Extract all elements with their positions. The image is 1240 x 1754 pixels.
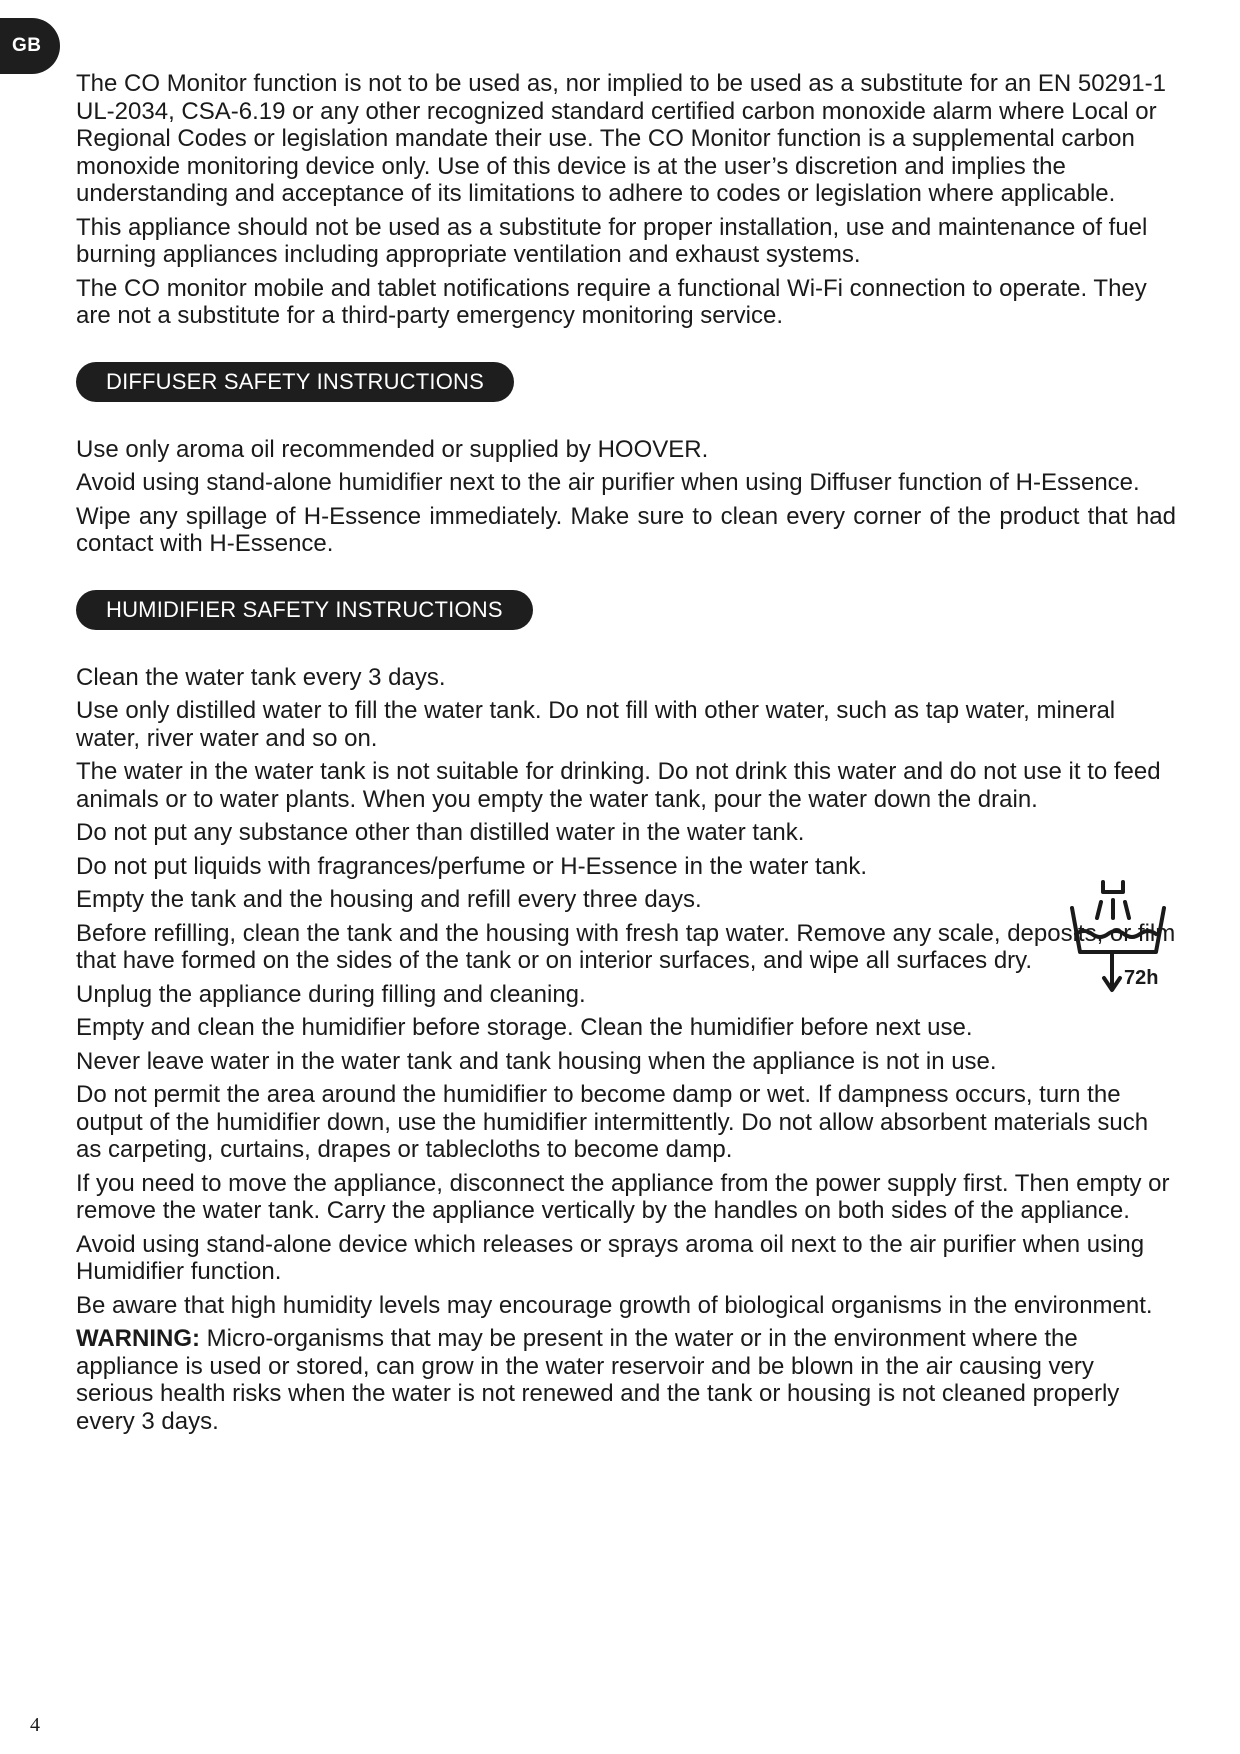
page-number: 4 [30, 1714, 40, 1736]
document-body [76, 70, 1176, 1441]
diffuser-paragraph: Avoid using stand-alone humidifier next to the air purifier when using Diffuser function of H-Essence. [76, 469, 1140, 496]
intro-paragraph: The CO Monitor function is not to be used as, nor implied to be used as a substitute for an EN 50291-1 UL-2034, CSA-6.19 or any other recognized standard certified carbon monoxide alarm where Local or Regional Codes or legislation mandate their use. The CO Monitor function is a supplemental carbon monoxide monitoring device only. Use of this device is at the user’s discretion and implies the understanding and acceptance of its limitations to adhere to codes or legislation where applicable. [76, 70, 1166, 207]
humidifier-paragraph: Use only distilled water to fill the water tank. Do not fill with other water, such as tap water, mineral water, river water and so on. [76, 697, 1116, 752]
warning-text: Micro-organisms that may be present in the water or in the environment where the appliance is used or stored, can grow in the water reservoir and be blown in the air causing very serious health risks when the water is not renewed and the tank or housing is not cleaned properly every 3 days. [76, 1325, 1120, 1435]
intro-paragraph: This appliance should not be used as a substitute for proper installation, use and maintenance of fuel burning appliances including appropriate ventilation and exhaust systems. [76, 213, 1148, 268]
diffuser-paragraph: Wipe any spillage of H-Essence immediately. Make sure to clean every corner of the product that had contact with H-Essence. [76, 502, 1176, 557]
humidifier-heading-row [76, 590, 1176, 630]
diffuser-section-heading: DIFFUSER SAFETY INSTRUCTIONS [76, 362, 514, 402]
warning-label: WARNING: [76, 1325, 200, 1352]
humidifier-paragraph: If you need to move the appliance, disconnect the appliance from the power supply first. Then empty or remove the water tank. Carry the appliance vertically by the handles on both sides of the appliance. [76, 1169, 1170, 1224]
humidifier-paragraph: Never leave water in the water tank and tank housing when the appliance is not in use. [76, 1047, 997, 1075]
humidifier-paragraph: Do not put any substance other than distilled water in the water tank. [76, 819, 805, 846]
humidifier-paragraph: Clean the water tank every 3 days. [76, 663, 446, 691]
diffuser-paragraph: Use only aroma oil recommended or supplied by HOOVER. [76, 435, 709, 463]
warning-paragraph [76, 1325, 1176, 1435]
humidifier-paragraph: Avoid using stand-alone device which releases or sprays aroma oil next to the air purifier when using Humidifier function. [76, 1230, 1145, 1285]
water-tank-72h-icon [1060, 878, 1180, 998]
humidifier-paragraph: Be aware that high humidity levels may encourage growth of biological organisms in the environment. [76, 1291, 1153, 1319]
humidifier-section-heading: HUMIDIFIER SAFETY INSTRUCTIONS [76, 590, 533, 630]
language-tab: GB [0, 18, 60, 74]
humidifier-paragraph: Empty and clean the humidifier before storage. Clean the humidifier before next use. [76, 1014, 973, 1041]
humidifier-paragraph: Unplug the appliance during filling and cleaning. [76, 980, 586, 1008]
intro-paragraph: The CO monitor mobile and tablet notifications require a functional Wi-Fi connection to operate. They are not a substitute for a third-party emergency monitoring service. [76, 274, 1147, 329]
humidifier-paragraph: Empty the tank and the housing and refill every three days. [76, 886, 702, 913]
humidifier-paragraph: Do not permit the area around the humidifier to become damp or wet. If dampness occurs, turn the output of the humidifier down, use the humidifier intermittently. Do not allow absorbent materials such as carpeting, curtains, drapes or tablecloths to become damp. [76, 1081, 1149, 1163]
humidifier-paragraph: Do not put liquids with fragrances/perfume or H-Essence in the water tank. [76, 852, 868, 880]
icon-72h-label: 72h [1124, 967, 1159, 989]
humidifier-paragraph: The water in the water tank is not suitable for drinking. Do not drink this water and do not use it to feed animals or to water plants. When you empty the water tank, pour the water down the drain. [76, 758, 1161, 813]
humidifier-paragraph: Before refilling, clean the tank and the housing with fresh tap water. Remove any scale, deposits, or film that have formed on the sides of the tank or on interior surfaces, and wipe all surfaces dry. [76, 919, 1176, 974]
diffuser-heading-row [76, 362, 1176, 402]
